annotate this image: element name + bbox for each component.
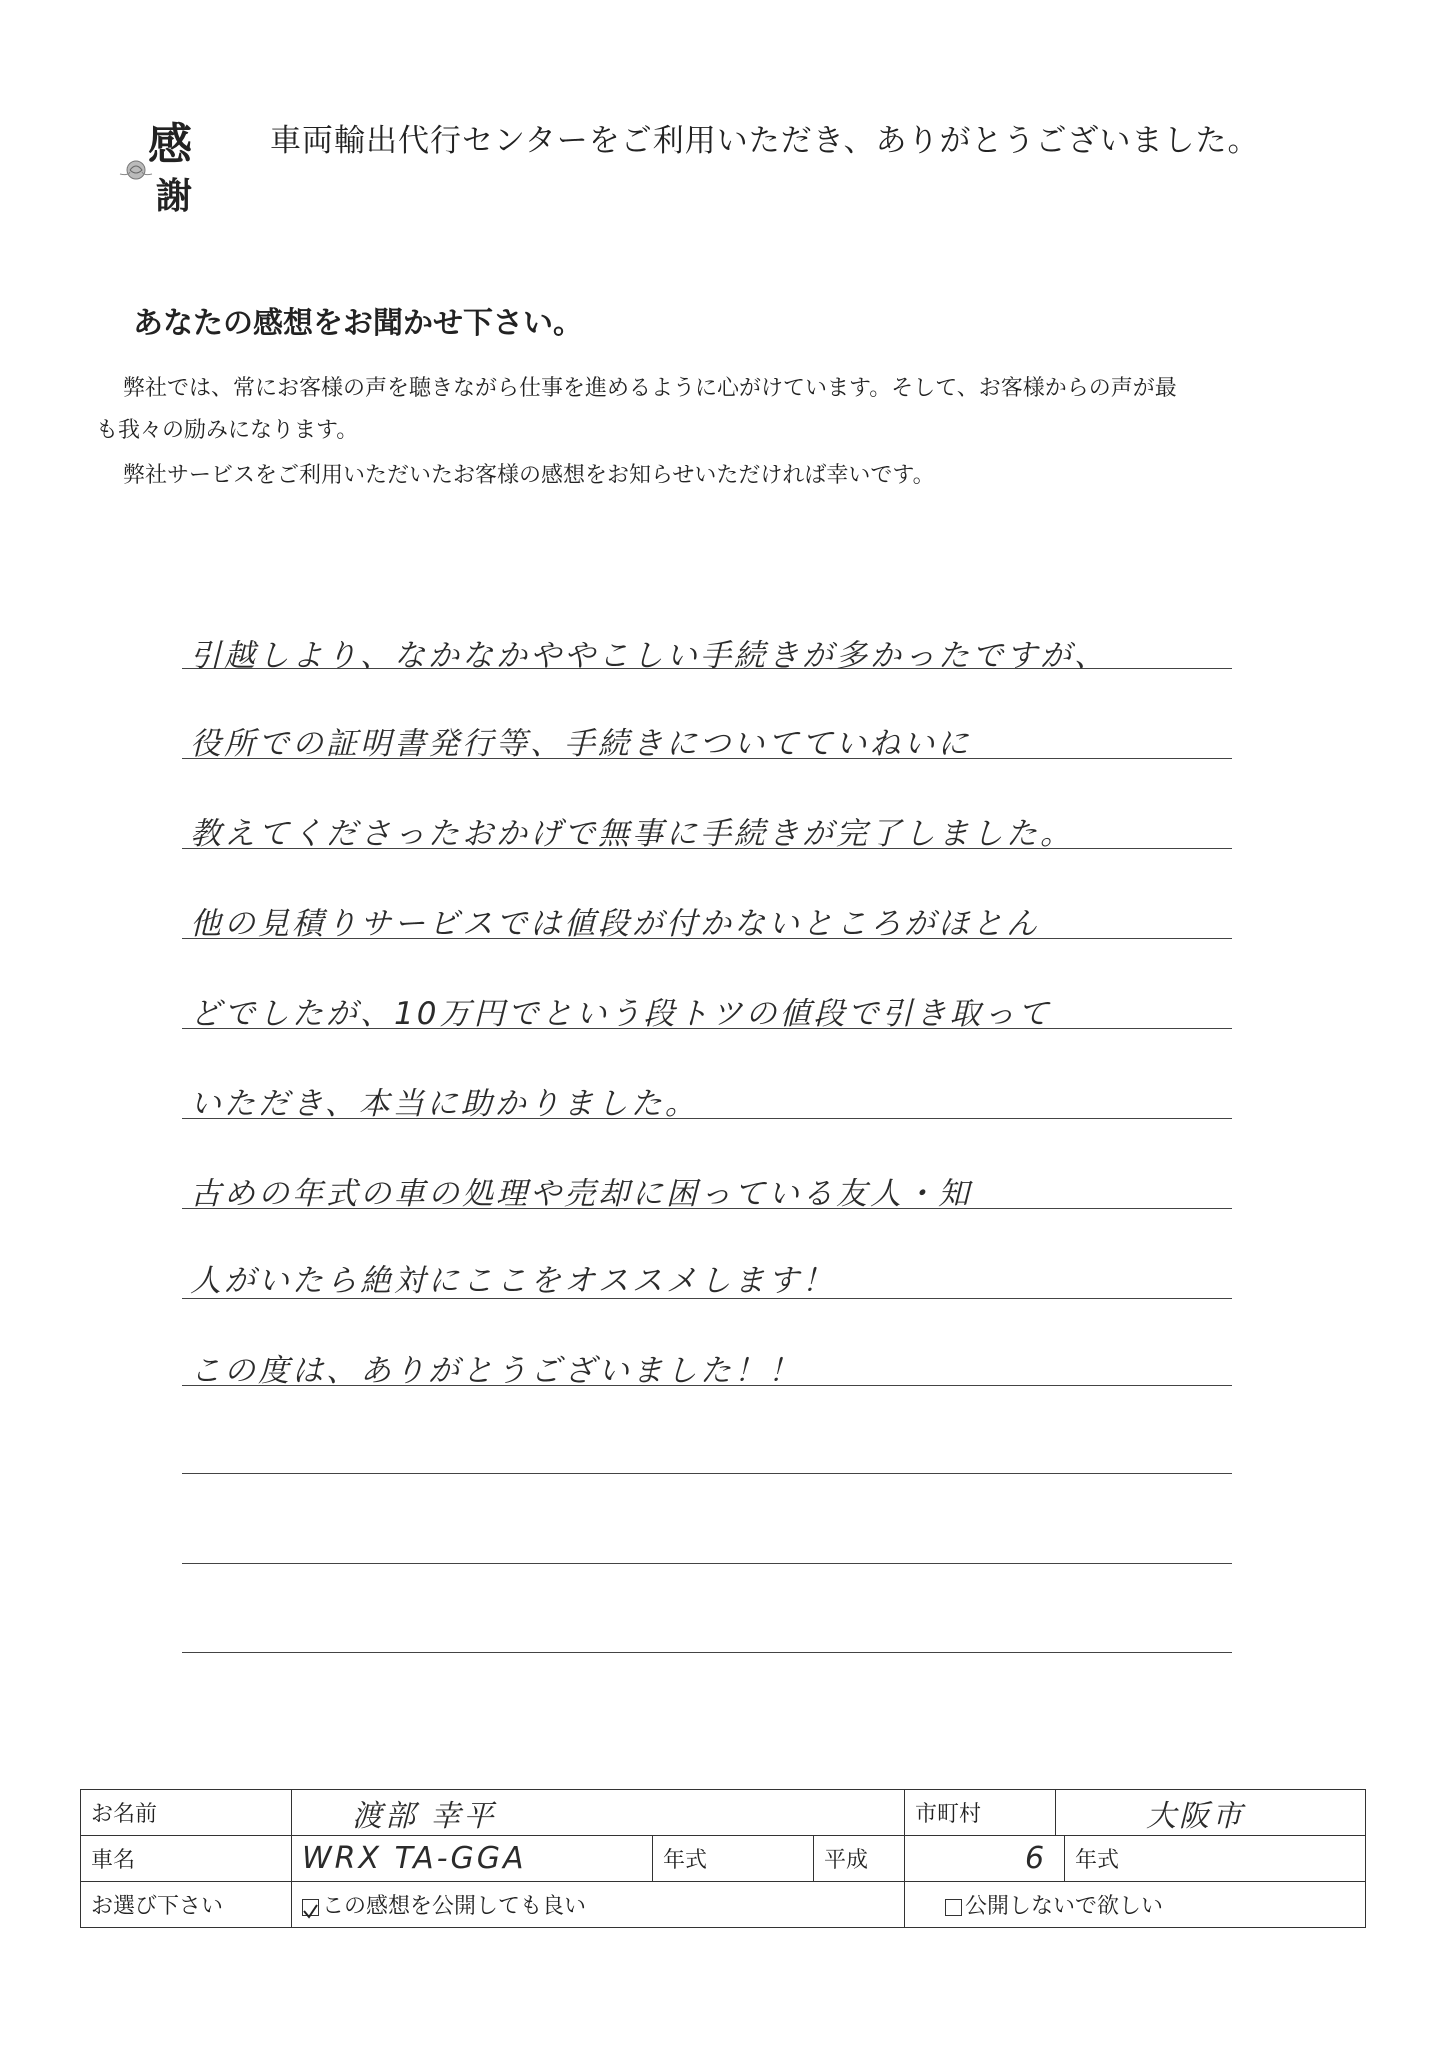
option-private-label: 公開しないで欲しい [965, 1894, 1164, 1919]
choose-label: お選び下さい [81, 1882, 292, 1928]
city-field[interactable]: 大阪市 [1056, 1790, 1366, 1836]
city-label: 市町村 [905, 1790, 1056, 1836]
intro-line-3: 弊社サービスをご利用いただいたお客様の感想をお知らせいただければ幸いです。 [123, 463, 935, 488]
option-private[interactable] [905, 1882, 1366, 1928]
era-label: 平成 [814, 1836, 905, 1882]
page-title: 車両輸出代行センターをご利用いただき、ありがとうございました。 [270, 123, 1260, 159]
ruled-line [182, 1652, 1232, 1653]
comment-line-6: いただき、本当に助かりました。 [190, 1086, 699, 1122]
comment-line-8: 人がいたら絶対にここをオススメします！ [190, 1263, 836, 1299]
section-heading: あなたの感想をお聞かせ下さい。 [133, 306, 583, 341]
comment-line-5: どでしたが、10万円でという段トツの値段で引き取って [190, 996, 1052, 1032]
customer-info-form [80, 1789, 1366, 1928]
comment-line-4: 他の見積りサービスでは値段が付かないところがほとん [190, 906, 1040, 942]
car-label: 車名 [81, 1836, 292, 1882]
ruled-line [182, 1563, 1232, 1564]
car-name-field[interactable]: WRX TA-GGA [292, 1836, 653, 1882]
comment-line-2: 役所での証明書発行等、手続きについてていねいに [190, 726, 972, 762]
year-label: 年式 [653, 1836, 814, 1882]
name-field[interactable]: 渡部 幸平 [292, 1790, 905, 1836]
comment-line-3: 教えてくださったおかげで無事に手続きが完了しました。 [190, 816, 1074, 852]
check-icon [303, 1904, 318, 1919]
comment-line-7: 古めの年式の車の処理や売却に困っている友人・知 [190, 1176, 972, 1212]
comment-line-9: この度は、ありがとうございました！！ [190, 1353, 802, 1389]
year-field[interactable]: 6 [905, 1836, 1065, 1882]
intro-line-1: 弊社では、常にお客様の声を聴きながら仕事を進めるように心がけています。そして、お客様からの声が最 [123, 376, 1177, 401]
comment-line-1: 引越しより、なかなかややこしい手続きが多かったですが、 [190, 638, 1108, 674]
stamp-char-1: 感 [148, 119, 192, 170]
intro-line-2: も我々の励みになります。 [96, 418, 359, 443]
year-suffix-label: 年式 [1065, 1836, 1366, 1882]
checkbox-private[interactable] [945, 1899, 962, 1916]
checkbox-public[interactable] [302, 1899, 319, 1916]
option-public-label: この感想を公開しても良い [322, 1894, 587, 1919]
thanks-stamp-logo [108, 108, 223, 223]
name-label: お名前 [81, 1790, 292, 1836]
stamp-char-2: 謝 [156, 175, 193, 217]
ruled-line [182, 1473, 1232, 1474]
option-public[interactable] [292, 1882, 905, 1928]
